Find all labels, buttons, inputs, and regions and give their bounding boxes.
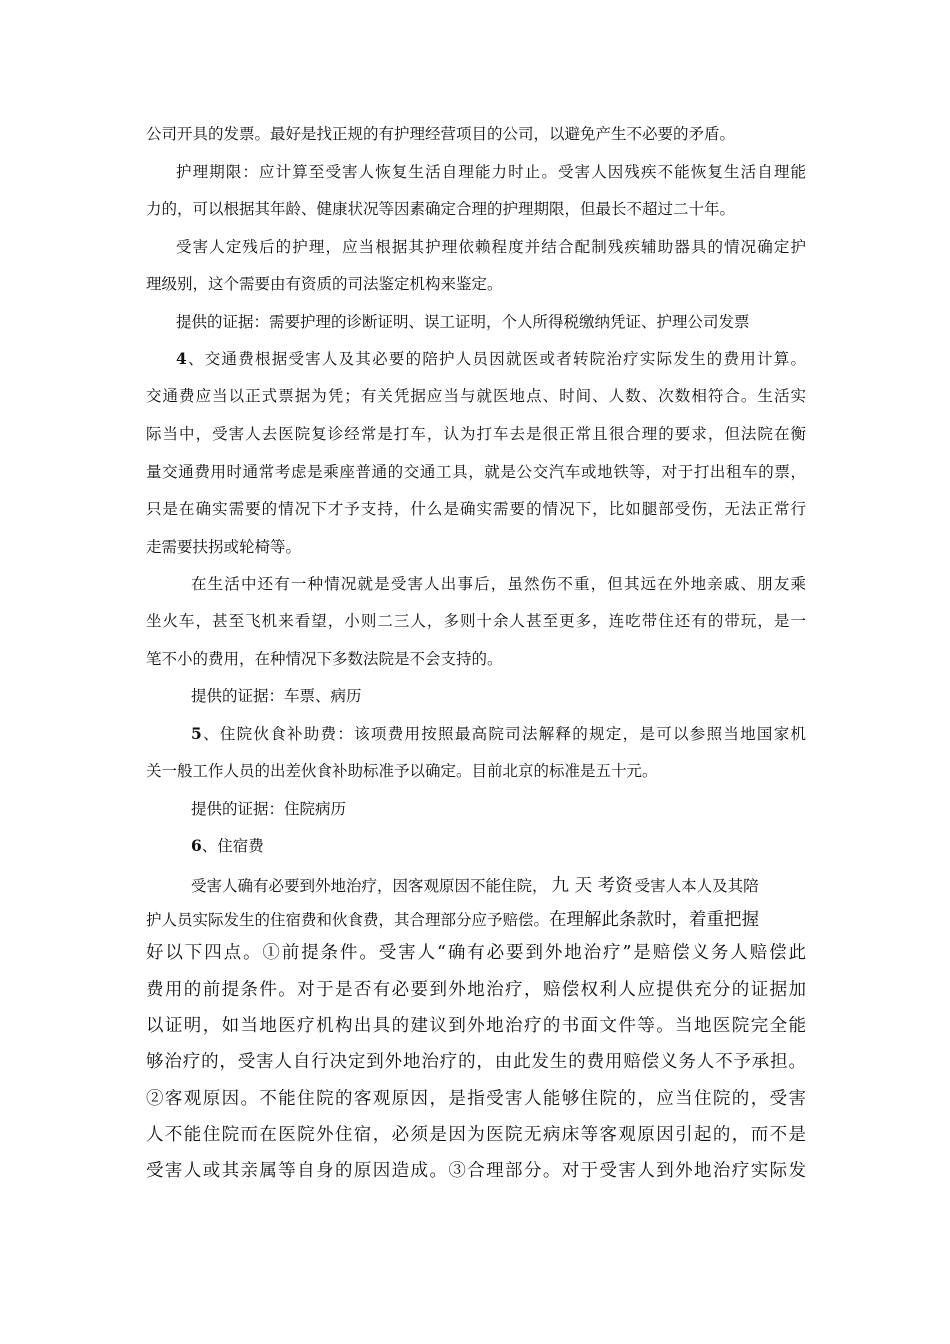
- paragraph-line: 关一般工作人员的出差伙食补助标准予以确定。目前北京的标准是五十元。: [146, 762, 658, 780]
- paragraph-line: 笔不小的费用，在种情况下多数法院是不会支持的。: [146, 650, 503, 668]
- paragraph-text: 、交通费根据受害人及其必要的陪护人员因就医或者转院治疗实际发生的费用计算。: [186, 350, 806, 368]
- paragraph-line: 坐火车，甚至飞机来看望，小则二三人，多则十余人甚至更多，连吃带住还有的带玩，是一: [146, 612, 806, 630]
- paragraph-line: 人不能住院而在医院外住宿，必须是因为医院无病床等客观原因引起的，而不是: [146, 1125, 806, 1145]
- paragraph-line: 际当中，受害人去医院复诊经常是打车，认为打车去是很正常且很合理的要求，但法院在衡: [146, 425, 806, 443]
- paragraph-line: 以证明，如当地医疗机构出具的建议到外地治疗的书面文件等。当地医院完全能: [146, 1016, 806, 1036]
- paragraph-line: 受害人定残后的护理，应当根据其护理依赖程度并结合配制残疾辅助器具的情况确定护: [176, 238, 806, 256]
- item-number: 6: [191, 836, 202, 855]
- paragraph-line: 量交通费用时通常考虑是乘座普通的交通工具，就是公交汽车或地铁等，对于打出租车的票，: [146, 463, 806, 481]
- inline-watermark-text: 九 天 考资: [551, 876, 633, 896]
- paragraph-line: 提供的证据：车票、病历: [191, 687, 362, 705]
- paragraph-line: 交通费应当以正式票据为凭；有关凭据应当与就医地点、时间、人数、次数相符合。生活实: [146, 387, 806, 405]
- paragraph-line: 理级别，这个需要由有资质的司法鉴定机构来鉴定。: [146, 275, 503, 293]
- paragraph-line: [191, 836, 806, 856]
- paragraph-text: 在理解此条款时，着重把握: [549, 910, 760, 930]
- paragraph-line: 提供的证据：需要护理的诊断证明、误工证明，个人所得税缴纳凭证、护理公司发票: [176, 313, 750, 331]
- paragraph-text: 、住院伙食补助费：该项费用按照最高院司法解释的规定，是可以参照当地国家机: [201, 725, 806, 743]
- paragraph-text: 、住宿费: [201, 837, 264, 855]
- paragraph-line: 力的，可以根据其年龄、健康状况等因素确定合理的护理期限，但最长不超过二十年。: [146, 200, 736, 218]
- paragraph-line: 公司开具的发票。最好是找正规的有护理经营项目的公司，以避免产生不必要的矛盾。: [146, 125, 736, 143]
- paragraph-line: 够治疗的，受害人自行决定到外地治疗的，由此发生的费用赔偿义务人不予承担。: [146, 1052, 806, 1072]
- paragraph-line: [191, 874, 806, 898]
- paragraph-line: 护理期限：应计算至受害人恢复生活自理能力时止。受害人因残疾不能恢复生活自理能: [176, 163, 806, 181]
- paragraph-line: ②客观原因。不能住院的客观原因，是指受害人能够住院的，应当住院的，受害: [146, 1089, 806, 1109]
- paragraph-line: 受害人或其亲属等自身的原因造成。③合理部分。对于受害人到外地治疗实际发: [146, 1161, 806, 1181]
- item-number: 4: [176, 349, 187, 368]
- paragraph-text: 护人员实际发生的住宿费和伙食费，其合理部分应予赔偿。: [146, 911, 550, 929]
- item-number: 5: [191, 724, 202, 743]
- paragraph-line: [191, 724, 806, 744]
- paragraph-line: 好以下四点。①前提条件。受害人“确有必要到外地治疗”是赔偿义务人赔偿此: [146, 943, 806, 963]
- paragraph-text: 受害人本人及其陪: [634, 877, 759, 895]
- paragraph-line: 走需要扶拐或轮椅等。: [146, 538, 302, 556]
- paragraph-line: [176, 349, 806, 369]
- paragraph-line: 提供的证据：住院病历: [191, 800, 347, 818]
- paragraph-text: 受害人确有必要到外地治疗，因客观原因不能住院，: [191, 877, 548, 895]
- paragraph-line: 只是在确实需要的情况下才予支持，什么是确实需要的情况下，比如腿部受伤，无法正常行: [146, 500, 806, 518]
- paragraph-line: [146, 908, 806, 932]
- paragraph-line: 费用的前提条件。对于是否有必要到外地治疗，赔偿权利人应提供充分的证据加: [146, 980, 806, 1000]
- paragraph-line: 在生活中还有一种情况就是受害人出事后，虽然伤不重，但其远在外地亲戚、朋友乘: [191, 575, 806, 593]
